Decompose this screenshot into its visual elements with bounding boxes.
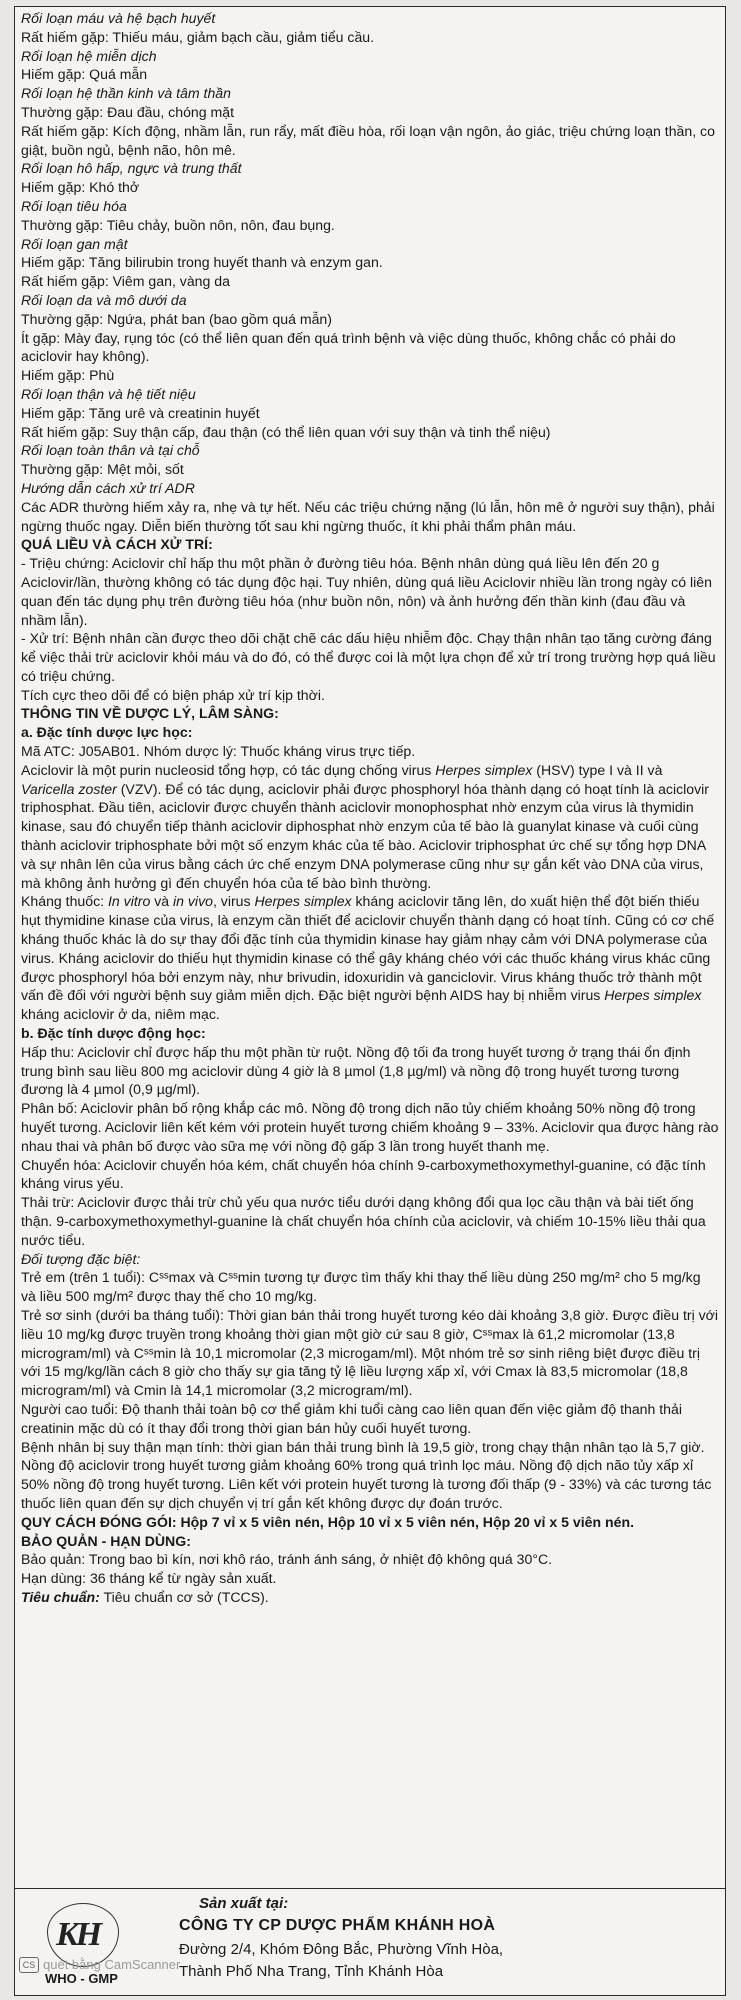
section-heading: Rối loạn máu và hệ bạch huyết [21, 10, 216, 26]
species-name: Herpes simplex [254, 893, 352, 910]
text-line: Hiếm gặp: Quá mẫn [21, 66, 148, 83]
text-line: Rất hiếm gặp: Viêm gan, vàng da [21, 273, 230, 290]
section-heading: Rối loạn thận và hệ tiết niệu [21, 385, 196, 402]
text-run: (HSV) type I và II và [532, 761, 663, 778]
text-line [21, 761, 719, 893]
section-heading: Rối loạn hệ miễn dịch [21, 47, 157, 64]
camscanner-icon: CS [19, 1957, 39, 1973]
company-address-line: Thành Phố Nha Trang, Tỉnh Khánh Hòa [179, 1963, 444, 1980]
text-line: Hiếm gặp: Khó thở [21, 179, 140, 196]
text-line: Các ADR thường hiếm xảy ra, nhẹ và tự hết. Nếu các triệu chứng nặng (lú lẫn, hôn mê ở người suy thận), phải ngừng thuốc ngay. Diễn biến thường tốt sau khi ngừng thuốc, ít khi phải thẩm phân máu. [21, 498, 715, 534]
text-line: Tích cực theo dõi để có biện pháp xử trí kịp thời. [21, 686, 325, 703]
text-line: Chuyển hóa: Aciclovir chuyển hóa kém, chất chuyển hóa chính 9-carboxymethoxymethyl-guanine, có đặc tính kháng virus yếu. [21, 1156, 706, 1192]
manufacturer-footer [15, 1888, 725, 1995]
text-run: Aciclovir là một purin nucleosid tổng hợp, có tác dụng chống virus [21, 761, 436, 778]
text-line: Thường gặp: Ngứa, phát ban (bao gồm quá mẫn) [21, 310, 332, 327]
storage-heading: BẢO QUẢN - HẠN DÙNG: [21, 1532, 191, 1549]
pharmacokinetics-heading: b. Đặc tính dược động học: [21, 1025, 206, 1042]
text-run: , virus [212, 893, 255, 910]
company-address-line: Đường 2/4, Khóm Đông Bắc, Phường Vĩnh Hòa, [179, 1941, 504, 1958]
leaflet-sheet [14, 6, 726, 1996]
text-line: Rất hiếm gặp: Kích động, nhầm lẫn, run rẩy, mất điều hòa, rối loạn vận ngôn, ảo giác, triệu chứng loạn thần, co giật, buồn ngủ, bệnh não, hôn mê. [21, 122, 715, 158]
section-heading: Rối loạn hô hấp, ngực và trung thất [21, 160, 242, 177]
text-line: Hiếm gặp: Phù [21, 367, 115, 384]
text-line: Phân bố: Aciclovir phân bố rộng khắp các mô. Nồng độ trong dịch não tủy chiếm khoảng 50% nồng độ trong huyết tương. Aciclovir liên kết kém với protein huyết tương chiếm khoảng 9 – 33%. Aciclovir qua được hàng rào nhau thai và phân bố được vào sữa mẹ với nồng độ gấp 3 lần trong huyết thanh mẹ. [21, 1100, 719, 1154]
text-line: Thải trừ: Aciclovir được thải trừ chủ yếu qua nước tiểu dưới dạng không đổi qua lọc cầu thận và bài tiết ống thận. 9-carboxymethoxymethyl-guanine là chất chuyển hóa chính của aciclovir, và chiếm 10-15% liều thải qua nước tiểu. [21, 1194, 706, 1248]
packaging-line: QUY CÁCH ĐÓNG GÓI: Hộp 7 vỉ x 5 viên nén, Hộp 10 vỉ x 5 viên nén, Hộp 20 vỉ x 5 viên nén. [21, 1513, 634, 1530]
text-run: Tiêu chuẩn cơ sở (TCCS). [99, 1588, 269, 1605]
text-line: Hiếm gặp: Tăng urê và creatinin huyết [21, 404, 260, 421]
text-line: Hiếm gặp: Tăng bilirubin trong huyết thanh và enzym gan. [21, 254, 383, 271]
text-run: kháng aciclovir ở da, niêm mạc. [21, 1006, 220, 1023]
species-name: Varicella zoster [21, 780, 117, 797]
pharmacology-heading: THÔNG TIN VỀ DƯỢC LÝ, LÂM SÀNG: [21, 705, 279, 722]
text-run: và [150, 893, 173, 910]
text-line: Người cao tuổi: Độ thanh thải toàn bộ cơ thể giảm khi tuổi càng cao liên quan đến việc giảm độ thanh thải creatinin mặc dù có ít thay đổi trong thời gian bán hủy cuối huyết tương. [21, 1400, 682, 1436]
text-line: Rất hiếm gặp: Suy thận cấp, đau thận (có thể liên quan với suy thận và tinh thể niệu) [21, 423, 551, 440]
made-in-label: Sản xuất tại: [199, 1895, 289, 1912]
text-line: Hấp thu: Aciclovir chỉ được hấp thu một phần từ ruột. Nồng độ tối đa trong huyết tương ở trạng thái ổn định trung bình sau liều 800 mg aciclovir dùng 4 giờ là 8 µmol (1,8 µg/ml) và nồng độ trong huyết tương tương đương là 4 µmol (0,9 µg/ml). [21, 1043, 691, 1098]
text-line: Ít gặp: Mày đay, rụng tóc (có thể liên quan đến quá trình bệnh và việc dùng thuốc, không chắc có phải do aciclovir hay không). [21, 329, 676, 365]
text-line: Thường gặp: Đau đầu, chóng mặt [21, 103, 234, 120]
text-line: - Triệu chứng: Aciclovir chỉ hấp thu một phần ở đường tiêu hóa. Bệnh nhân dùng quá liều lên đến 20 g Aciclovir/lần, thường không có tác dụng độc hại. Tuy nhiên, dùng quá liều Aciclovir nhiều lần trong ngày có liên quan đến tác dụng phụ trên đường tiêu hóa (như buồn nôn, nôn) và ảnh hưởng đến thần kinh (đau đầu và nhầm lẫn). [21, 555, 712, 628]
text-run: (VZV). Để có tác dụng, aciclovir phải được phosphoryl hóa thành dạng có hoạt tính là aciclovir triphosphat. Đầu tiên, aciclovir được chuyển thành aciclovir monophosphat nhờ enzym của virus là thymidin kinase, sau đó chuyển tiếp thành aciclovir diphosphat nhờ enzym của tế bào là guanylat kinase và cuối cùng thành aciclovir triphosphate bởi một số enzym khác của tế bào. Aciclovir triphosphat ức chế sự tổng hợp DNA và sự nhân lên của virus bằng cách ức chế enzym DNA polymerase cũng như sự gắn kết vào DNA của virus, mà không ảnh hưởng gì đến chuyển hóa của tế bào bình thường. [21, 780, 709, 891]
text-line: Rất hiếm gặp: Thiếu máu, giảm bạch cầu, giảm tiểu cầu. [21, 28, 375, 45]
text-line: Thường gặp: Tiêu chảy, buồn nôn, nôn, đau bụng. [21, 216, 335, 233]
italic-run: in vivo [173, 893, 213, 910]
text-line: Mã ATC: J05AB01. Nhóm dược lý: Thuốc kháng virus trực tiếp. [21, 743, 416, 760]
species-name: Herpes simplex [604, 987, 702, 1004]
text-line: Thường gặp: Mệt mỏi, sốt [21, 461, 184, 478]
scanner-watermark: quét bằng CamScanner [43, 1957, 181, 1972]
section-heading: Rối loạn toàn thân và tại chỗ [21, 442, 200, 459]
section-heading: Hướng dẫn cách xử trí ADR [21, 479, 195, 496]
pharmacodynamics-heading: a. Đặc tính dược lực học: [21, 724, 193, 741]
company-name: CÔNG TY CP DƯỢC PHẨM KHÁNH HOÀ [179, 1917, 496, 1934]
text-line: Bệnh nhân bị suy thận mạn tính: thời gian bán thải trung bình là 19,5 giờ, trong chạy thận nhân tạo là 5,7 giờ. Nồng độ aciclovir trong huyết tương giảm khoảng 60% trong quá trình lọc máu. Nồng độ dịch não tủy xấp xỉ 50% nồng độ trong huyết tương. Liên kết với protein huyết tương là tương đối thấp (9 - 33%) và các tương tác thuốc liên quan đến sự dịch chuyển vị trí gắn kết không được dự đoán trước. [21, 1438, 712, 1511]
italic-run: In vitro [107, 893, 151, 910]
gmp-certification: WHO - GMP [45, 1971, 118, 1986]
text-line: Hạn dùng: 36 tháng kể từ ngày sản xuất. [21, 1570, 277, 1587]
section-heading: Rối loạn tiêu hóa [21, 197, 127, 214]
logo-lettering: KH [56, 1916, 100, 1953]
section-heading: Đối tượng đặc biệt: [21, 1250, 141, 1267]
species-name: Herpes simplex [435, 761, 533, 778]
text-line: Trẻ sơ sinh (dưới ba tháng tuổi): Thời gian bán thải trong huyết tương kéo dài khoảng 3,8 giờ. Được điều trị với liều 10 mg/kg được truyền trong khoảng thời gian một giờ cứ sau 8 giờ, Cˢˢmax là 61,2 micromolar (13,8 microgram/ml) và Cˢˢmin là 10,1 micromolar (2,3 microgam/ml). Một nhóm trẻ sơ sinh riêng biệt được điều trị với 15 mg/kg/lần cách 8 giờ cho thấy sự gia tăng tỷ lệ liều lượng xấp xỉ, với Cmax là 83,5 micromolar (18,8 microgram/ml) và Cmin là 14,1 micromolar (3,2 microgram/ml). [21, 1306, 719, 1399]
text-line: Trẻ em (trên 1 tuổi): Cˢˢmax và Cˢˢmin tương tự được tìm thấy khi thay thế liều dùng 250 mg/m² cho 5 mg/kg và liều 500 mg/m² được thay thế cho 10 mg/kg. [21, 1269, 701, 1305]
section-heading: Rối loạn hệ thần kinh và tâm thần [21, 85, 231, 102]
text-line [21, 892, 719, 1024]
overdose-heading: QUÁ LIỀU VÀ CÁCH XỬ TRÍ: [21, 536, 213, 553]
text-run: kháng aciclovir tăng lên, do xuất hiện thể đột biến thiếu hụt thymidine kinase của virus, là enzym cần thiết để aciclovir chuyển thành dạng có hoạt tính. Cũng có cơ chế kháng thuốc khác là do sự thay đổi đặc tính của thymidin kinase hay giảm nhạy cảm với DNA polymerase của virus. Kháng aciclovir do thiếu hụt thymidin kinase có thể gây kháng chéo với các thuốc kháng virus khác cũng được phosphoryl hóa bởi enzym này, như brivudin, idoxuridin và ganciclovir. Virus kháng thuốc trở thành một vấn đề đối với người bệnh suy giảm miễn dịch. Đặc biệt người bệnh AIDS hay bị nhiễm virus [21, 893, 715, 1004]
text-run: Kháng thuốc: [21, 893, 108, 910]
standard-line [21, 1588, 719, 1607]
section-heading: Rối loạn da và mô dưới da [21, 291, 187, 308]
section-heading: Rối loạn gan mật [21, 235, 128, 252]
text-line: - Xử trí: Bệnh nhân cần được theo dõi chặt chẽ các dấu hiệu nhiễm độc. Chạy thận nhân tạo tăng cường đáng kể việc thải trừ aciclovir khỏi máu và do đó, có thể được coi là một lựa chọn để xử trí trong trường hợp quá liều có triệu chứng. [21, 630, 716, 684]
text-line: Bảo quản: Trong bao bì kín, nơi khô ráo, tránh ánh sáng, ở nhiệt độ không quá 30°C. [21, 1551, 553, 1568]
leaflet-content [15, 7, 725, 1607]
standard-label: Tiêu chuẩn: [21, 1588, 100, 1605]
